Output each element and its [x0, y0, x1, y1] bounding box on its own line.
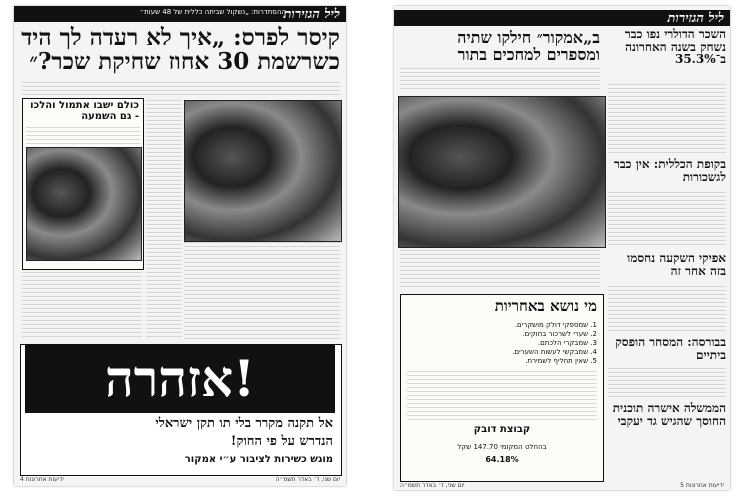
side-text-3	[608, 286, 726, 332]
ad-list	[407, 321, 597, 366]
ad-sub: קבוצת דובק	[473, 424, 531, 435]
ad-list-item: 4. שמבקשי לעשות השערים.	[512, 348, 597, 356]
side-column	[608, 28, 726, 478]
side-headline-5: הממשלה אישרה תוכנית החוסך שהגיש גד יעקבי	[612, 401, 726, 428]
ad-list-item: 2. שערי לשרכור בחוקים.	[522, 330, 597, 338]
photo-soldiers	[26, 147, 142, 261]
footer-date: יום שני, ד׳ באדר תשמ״ה	[275, 476, 340, 483]
column-text-2	[184, 242, 340, 340]
side-headline-4: בבורסה: המסחר הופסק ביתיים	[615, 335, 726, 362]
main-headline: קיסר לפרס: „איך לא רעדה לך היד כשרשמת 30 אחוז שחיקת שכר?״	[21, 24, 340, 76]
side-headline-1: השכר הדולרי נפו כבר נשחק בשנה האחרונה ב־35.3%	[624, 27, 726, 67]
warning-ad	[20, 344, 342, 476]
ad-bottom: בהחלט המקומי 147.70 שקל	[457, 443, 547, 451]
footer-date: יום שני, ד׳ באדר תשמ״ה	[400, 482, 465, 489]
footer-page-number: 4 ידיעות אחרונות	[20, 476, 64, 483]
top-line: ההסתדרות: „נשקול שביתה כללית של 48 שעות״	[139, 8, 286, 16]
newspaper-page-right	[394, 6, 730, 490]
column-text	[400, 250, 600, 290]
box-headline: כולם ישבו אתמול והלכו - גם השמעה	[30, 100, 139, 122]
side-text-2	[608, 192, 726, 248]
ad-box	[400, 294, 604, 482]
section-tab-label: ליל הגזירות	[283, 7, 340, 22]
main-headline: ב„אמקור״ חילקו שתיה ומספרים למחכים בתור	[457, 28, 600, 64]
warning-line2: הנדרש על פי החוק!	[230, 434, 333, 449]
ad-text	[407, 371, 597, 421]
ad-list-item: 5. שאין תחליף לשמירת.	[525, 357, 597, 365]
column-text	[146, 100, 182, 340]
newspaper-page-left	[14, 6, 346, 486]
side-text-1	[608, 84, 726, 154]
warning-sub: מוגש כשירות לציבור ע״י אמקור	[184, 454, 333, 465]
section-tab-label: ליל הגזירות	[667, 11, 724, 26]
ad-list-item: 1. שמספקי דולק מושקרים.	[514, 321, 597, 329]
ad-percent: 64.18%	[485, 455, 519, 464]
photo-store	[398, 96, 606, 248]
lead-text	[22, 82, 340, 96]
side-text-4	[608, 368, 726, 398]
photo-main	[184, 100, 342, 242]
footer-page-number: ידיעות אחרונות 5	[680, 482, 724, 489]
warning-word: אזהרה!	[25, 345, 335, 413]
boxed-story	[22, 98, 144, 270]
box-text	[26, 127, 140, 145]
ad-list-item: 3. שמבקרי הלכתם.	[537, 339, 597, 347]
side-headline-2: בקופת הכללית: אין כבר לגשכורות	[614, 157, 726, 184]
side-headline-3: אפיקי השקעה נחסמו בזה אחר זה	[627, 251, 726, 278]
section-tab	[394, 10, 730, 26]
column-text-3	[22, 272, 142, 340]
ad-title: מי נושא באחריות	[494, 297, 597, 315]
warning-line1: אל תקנה מקרר בלי תו תקן ישראלי	[155, 416, 333, 431]
lead-text	[400, 68, 600, 92]
